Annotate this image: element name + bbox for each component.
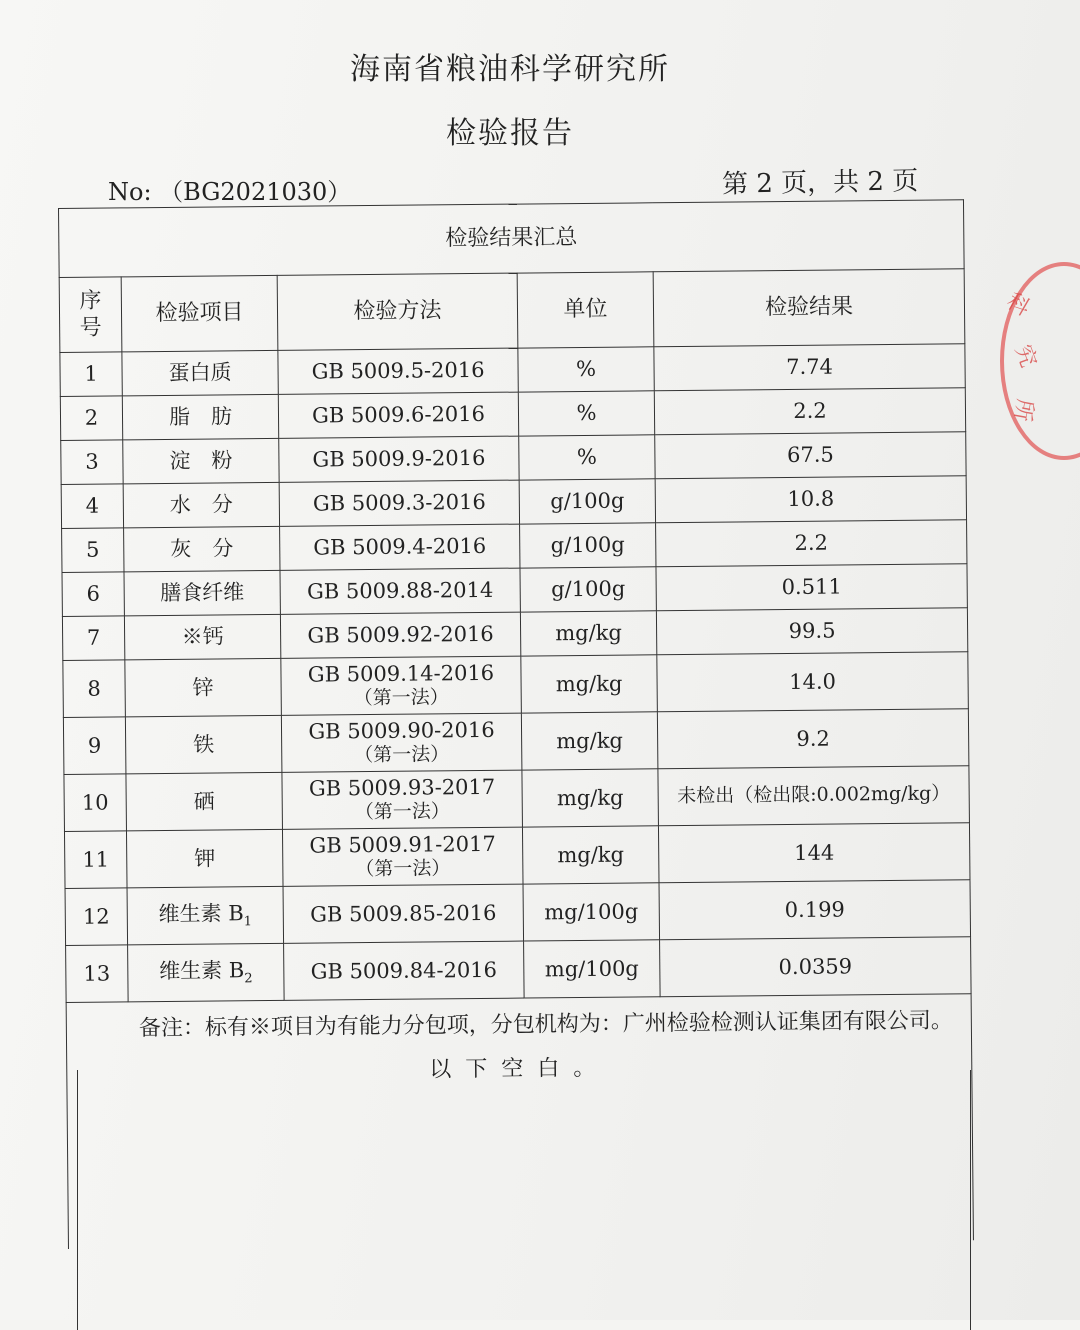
blank-below-text: 以下空白。 <box>429 1055 610 1082</box>
cell-seq: 2 <box>60 396 122 441</box>
cell-result: 7.74 <box>654 344 965 391</box>
column-header-result: 检验结果 <box>653 269 965 347</box>
table-row <box>63 709 969 775</box>
cell-result: 未检出（检出限:0.002mg/kg） <box>658 766 970 826</box>
report-number: No: （BG2021030） <box>108 178 352 206</box>
page-indicator: 第 2 页，共 2 页 <box>721 166 919 200</box>
method-code: GB 5009.84-2016 <box>310 957 498 984</box>
cell-unit: % <box>518 347 654 392</box>
table-header-row <box>59 269 965 353</box>
cell-method <box>279 436 519 482</box>
method-code: GB 5009.4-2016 <box>313 534 487 560</box>
cell-seq: 1 <box>60 352 122 397</box>
cell-method <box>281 656 522 715</box>
cell-item: 锌 <box>125 658 282 716</box>
cell-seq: 12 <box>65 888 128 946</box>
column-header-seq <box>59 277 122 353</box>
cell-result: 2.2 <box>656 520 967 567</box>
cell-result: 144 <box>658 823 970 883</box>
column-header-unit: 单位 <box>517 272 654 348</box>
cell-unit: mg/kg <box>520 611 656 656</box>
cell-unit: mg/kg <box>522 826 659 884</box>
cell-item: 钾 <box>126 829 283 887</box>
cell-item: 水 分 <box>123 482 279 527</box>
seal-char-2: 究 <box>1009 341 1041 371</box>
cell-unit: g/100g <box>520 567 656 612</box>
method-code: GB 5009.88-2014 <box>306 578 494 605</box>
table-row <box>64 823 970 889</box>
cell-unit: g/100g <box>520 523 656 568</box>
cell-result: 2.2 <box>654 388 965 435</box>
cell-seq: 3 <box>61 440 123 485</box>
cell-method <box>282 827 523 886</box>
method-code: GB 5009.85-2016 <box>310 900 497 927</box>
column-header-item: 检验项目 <box>121 275 278 351</box>
item-subscript: 2 <box>244 971 253 987</box>
seq-header-text: 序 号 <box>79 288 102 341</box>
cell-item: ※钙 <box>124 614 280 659</box>
cell-seq: 10 <box>64 774 127 832</box>
cell-seq: 4 <box>61 484 123 529</box>
method-code: GB 5009.6-2016 <box>311 402 486 428</box>
method-code: GB 5009.90-2016 <box>308 717 495 744</box>
method-code: GB 5009.93-2017 <box>308 774 496 801</box>
seal-char-3: 所 <box>1008 397 1038 424</box>
organization-title: 海南省粮油科学研究所 <box>350 52 670 87</box>
cell-result: 0.511 <box>656 564 967 611</box>
cell-unit: mg/kg <box>522 769 659 827</box>
table-row <box>64 766 970 832</box>
summary-title-row <box>59 200 965 278</box>
cell-item: 维生素 $B_1$ <box>127 886 284 944</box>
cell-unit: % <box>518 391 654 436</box>
method-note: （第一法） <box>353 686 449 710</box>
cell-result: 0.199 <box>659 880 971 940</box>
cell-result: 67.5 <box>655 432 966 479</box>
cell-seq: 8 <box>63 660 126 718</box>
cell-method <box>283 884 524 943</box>
cell-result: 99.5 <box>656 608 967 655</box>
cell-method <box>278 392 518 438</box>
cell-seq: 11 <box>64 831 127 889</box>
cell-item: 淀 粉 <box>123 438 279 483</box>
method-code: GB 5009.5-2016 <box>311 358 485 384</box>
cell-item: 铁 <box>125 715 282 773</box>
summary-title: 检验结果汇总 <box>59 200 965 278</box>
cell-seq: 5 <box>62 528 124 573</box>
cell-unit: mg/kg <box>521 655 658 713</box>
table-row <box>63 652 969 718</box>
cell-item: 膳食纤维 <box>124 570 280 615</box>
report-title: 检验报告 <box>446 116 574 151</box>
column-header-method: 检验方法 <box>277 273 518 350</box>
cell-seq: 13 <box>66 945 129 1003</box>
method-code: GB 5009.92-2016 <box>307 622 494 648</box>
cell-result: 0.0359 <box>660 937 972 997</box>
table-row <box>65 880 971 946</box>
cell-method <box>280 568 520 614</box>
cell-unit: g/100g <box>519 479 655 524</box>
results-table <box>58 199 974 1249</box>
cell-method <box>284 941 525 1000</box>
method-code: GB 5009.9-2016 <box>312 446 486 472</box>
cell-item: 蛋白质 <box>122 350 278 395</box>
note-cell <box>66 994 973 1249</box>
cell-method <box>278 348 518 394</box>
cell-unit: mg/100g <box>523 883 660 941</box>
results-sheet <box>58 199 973 1249</box>
cell-item: 灰 分 <box>124 526 280 571</box>
cell-result: 10.8 <box>655 476 966 523</box>
cell-unit: % <box>519 435 655 480</box>
cell-result: 9.2 <box>657 709 969 769</box>
cell-seq: 6 <box>62 572 124 617</box>
cell-method <box>282 770 523 829</box>
method-code: GB 5009.14-2016 <box>307 660 495 687</box>
cell-seq: 9 <box>63 717 126 775</box>
cell-item: 维生素 $B_2$ <box>128 943 285 1001</box>
cell-method <box>280 612 520 658</box>
cell-item: 硒 <box>126 772 283 830</box>
cell-method <box>281 713 522 772</box>
method-code: GB 5009.91-2017 <box>309 831 496 858</box>
method-note: （第一法） <box>354 743 450 767</box>
method-code: GB 5009.3-2016 <box>312 490 486 516</box>
cell-method <box>279 480 519 526</box>
note-row <box>66 994 973 1249</box>
remarks-text: 备注：标有※项目为有能力分包项，分包机构为：广州检验检测认证集团有限公司。 <box>138 1008 953 1042</box>
method-note: （第一法） <box>354 800 450 824</box>
cell-result: 14.0 <box>657 652 969 712</box>
method-note: （第一法） <box>355 857 451 881</box>
seal-char-1: 科 <box>1002 288 1034 322</box>
table-border-right-extension <box>970 1070 971 1330</box>
table-row <box>66 937 972 1003</box>
cell-seq: 7 <box>62 616 124 661</box>
cell-unit: mg/kg <box>521 712 658 770</box>
cell-method <box>280 524 520 570</box>
cell-unit: mg/100g <box>524 940 661 998</box>
table-border-left-extension <box>77 1070 78 1330</box>
item-subscript: 1 <box>243 914 253 930</box>
cell-item: 脂 肪 <box>122 394 278 439</box>
